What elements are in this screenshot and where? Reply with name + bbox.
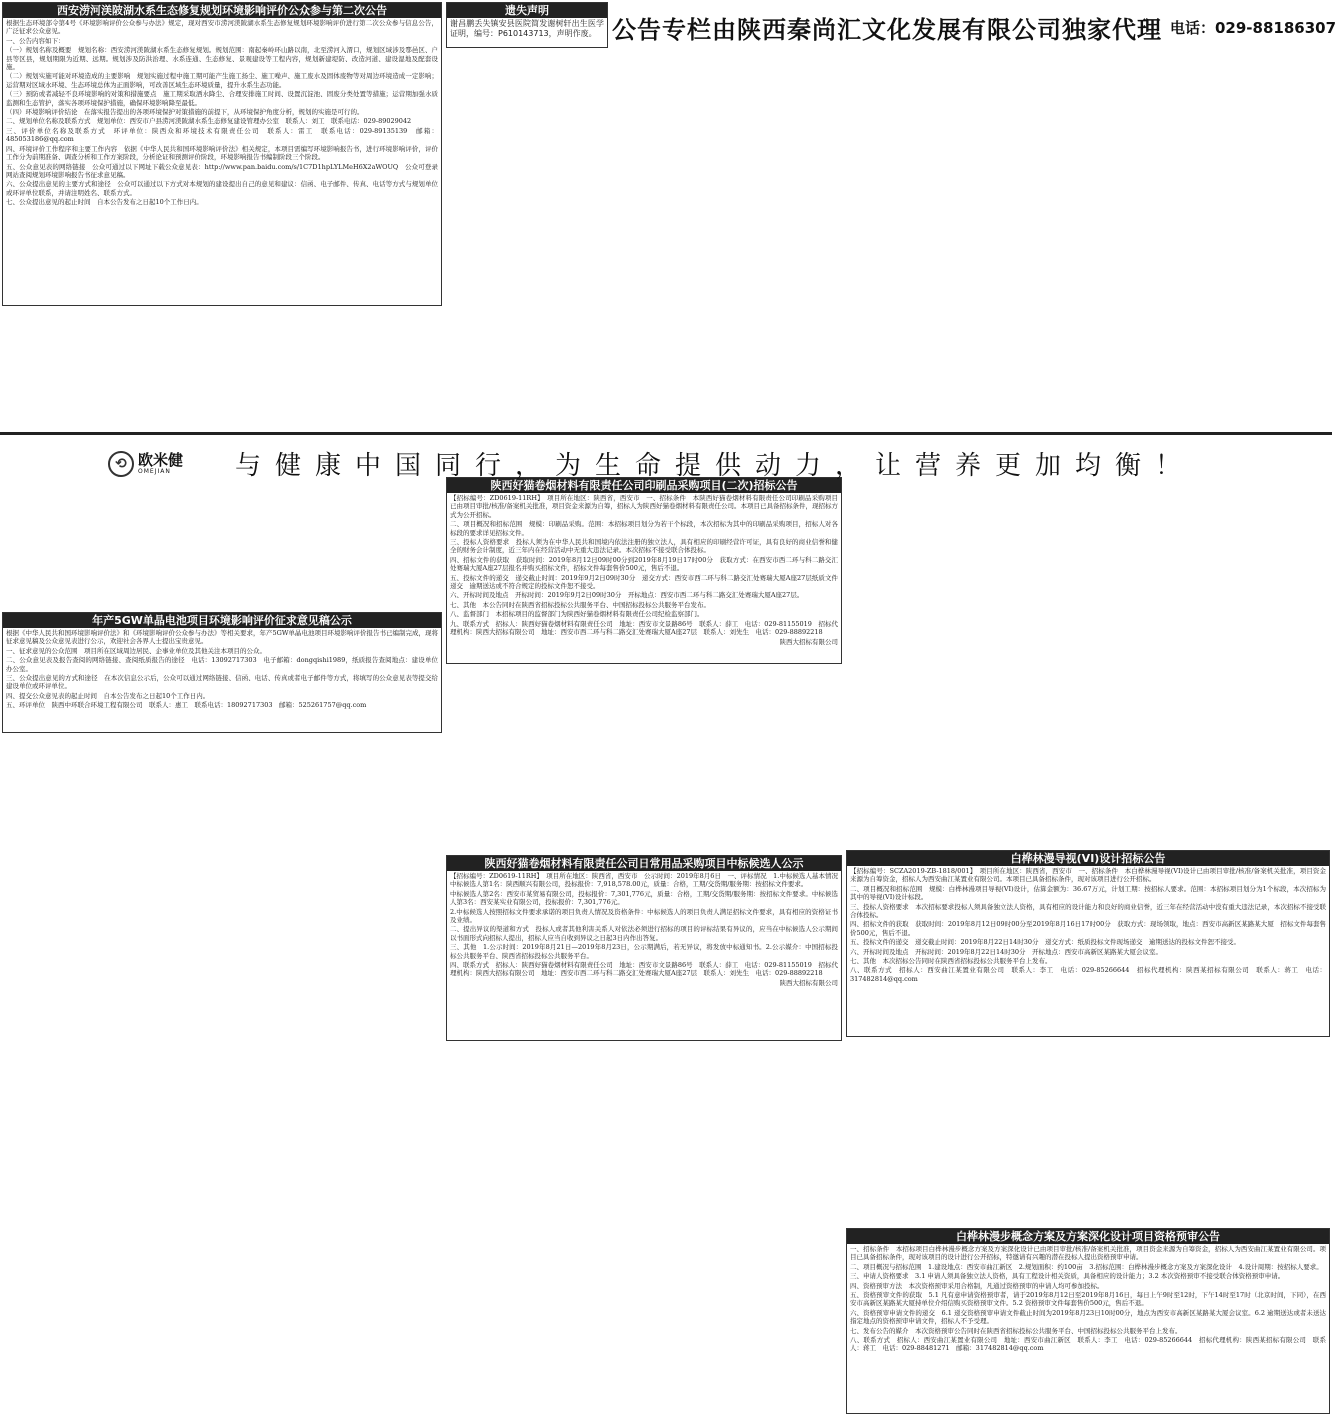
notice-paragraph: 三、评价单位名称及联系方式 环评单位：陕西众和环境技术有限责任公司 联系人：雷工 联系电话：029-89135139 邮箱：485053186@qq.com	[6, 126, 438, 144]
notice-title: 年产5GW单晶电池项目环境影响评价征求意见稿公示	[3, 613, 441, 628]
brand-name-en: OMEJIAN	[138, 467, 171, 475]
notice-paragraph: 六、公众提出意见的主要方式和途径 公众可以通过以下方式对本规划的建设提出自己的意见和建议：信函、电子邮件、传真、电话等方式与规划单位或环评单位联系，并请注明姓名、联系方式。	[6, 180, 438, 197]
notice-body	[447, 493, 841, 663]
notice-paragraph: 六、资格预审申请文件的递交 6.1 递交资格预审申请文件截止时间为2019年8月23日10时00分，地点为西安市高新区某路某大厦会议室。6.2 逾期送达或者未送达指定地点的资格预审申请文件，招标人不予受理。	[850, 1308, 1326, 1326]
column-header-banner	[612, 6, 1336, 48]
notice-paragraph: 五、资格预审文件的获取 5.1 凡有意申请资格预审者，请于2019年8月12日至2019年8月16日，每日上午9时至12时，下午14时至17时（北京时间，下同），在西安市高新区某路某大厦持单位介绍信购买资格预审文件。5.2 资格预审文件每套售价500元，售后不退。	[850, 1291, 1326, 1308]
notice-paragraph: 三、投标人资格要求 本次招标要求投标人须具备独立法人资格，具有相应的设计能力和良好的商业信誉，近三年在经营活动中没有重大违法记录，本次招标不接受联合体投标。	[850, 902, 1326, 920]
lost-notice-text: 谢昌鹏丢失镇安县医院简发谢树轩出生医学证明，编号：P610143713，声明作废。	[450, 19, 604, 38]
right-top-notice	[846, 850, 1330, 1037]
column-header-title: 公告专栏由陕西秦尚汇文化发展有限公司独家代理	[612, 15, 1162, 44]
notice-title: 陕西好猫卷烟材料有限责任公司印刷品采购项目(二次)招标公告	[447, 478, 841, 493]
notice-paragraph: 一、征求意见的公众范围 项目所在区域周边居民、企事业单位及其他关注本项目的公众。	[6, 646, 266, 655]
notice-paragraph: 三、公众提出意见的方式和途径 在本次信息公示后，公众可以通过网络链接、信函、电话、传真或者电子邮件等方式，将填写的公众意见表等提交给建设单位或环评单位。	[6, 674, 438, 691]
notice-paragraph: 五、环评单位 陕西中环联合环境工程有限公司 联系人：惠工 联系电话：18092717303 邮箱：525261757@qq.com	[6, 701, 367, 710]
notice-body	[847, 866, 1329, 1036]
notice-paragraph: 【招标编号：ZD0619-11RH】 项目所在地区：陕西省，西安市 一、招标条件 本陕西好猫卷烟材料有限责任公司印刷品采购项目已由项目审批/核准/备案机关批准，项目资金来源为自筹，招标人为陕西好猫卷烟材料有限责任公司。本项目已具备招标条件，现招标方式为公开招标。	[450, 494, 838, 519]
notice-signature: 陕西大招标有限公司	[779, 978, 838, 987]
notice-paragraph: 二、提出异议的渠道和方式 投标人或者其他利害关系人对依法必须进行招标的项目的评标结果有异议的，应当在中标候选人公示期间以书面形式向招标人提出，招标人应当自收到异议之日起3日内作出答复。	[450, 925, 838, 942]
notice-signature: 陕西大招标有限公司	[779, 637, 838, 646]
notice-paragraph: 四、环境评价工作程序和主要工作内容 依据《中华人民共和国环境影响评价法》相关规定，本项目需编写环境影响报告书，进行环境影响评价，评价工作分为前期准备、调查分析和工作方案阶段，分析论证和预测评价阶段，环境影响报告书编制阶段三个阶段。	[6, 144, 438, 162]
notice-paragraph: 八、联系方式 招标人：西安曲江某置业有限公司 地址：西安市曲江新区 联系人：李工 电话：029-85266644 招标代理机构：陕西某招标有限公司 联系人：蒋工 电话：029-88481271 邮箱：317482814@qq.com	[850, 1336, 1326, 1353]
column-header-phone: 电话：029-88186307	[1170, 18, 1336, 37]
notice-paragraph: 九、联系方式 招标人：陕西好猫卷烟材料有限责任公司 地址：西安市文景路86号 联系人：薛工 电话：029-81155019 招标代理机构：陕西大招标有限公司 地址：西安市西二环与科二路交汇处赛瑞大厦A座27层 联系人：刘先生 电话：029-88892218	[450, 619, 838, 637]
notice-title: 西安涝河渼陂湖水系生态修复规划环境影响评价公众参与第二次公告	[3, 3, 441, 18]
notice-paragraph: 2.中标候选人按照招标文件要求承诺的项目负责人情况及资格条件：中标候选人的项目负责人满足招标文件要求，具有相应的资格证书及业绩。	[450, 907, 838, 925]
footer-slogan: 与健康中国同行，为生命提供动力，让营养更加均衡！	[235, 451, 1196, 481]
notice-paragraph: 六、开标时间及地点 开标时间：2019年9月2日09时30分 开标地点：西安市西二环与科二路交汇处赛瑞大厦A座27层。	[450, 591, 804, 600]
left-bottom-notice	[2, 612, 442, 733]
notice-paragraph: 六、开标时间及地点 开标时间：2019年8月22日14时30分 开标地点：西安市高新区某路某大厦会议室。	[850, 947, 1162, 956]
notice-paragraph: （三）预防或者减轻不良环境影响的对策和措施要点 施工期采取洒水降尘、合理安排施工时间、设置沉淀池、固废分类处置等措施；运营期加强水质监测和生态管护，落实各项环境保护措施，确保环境影响降至最低。	[6, 90, 438, 107]
notice-paragraph: 【招标编号：SCZA2019-ZB-1818/001】 项目所在地区：陕西省，西安市 一、招标条件 本白桦林漫导视(VI)设计已由项目审批/核准/备案机关批准，项目资金来源为自筹资金，招标人为西安曲江某置业有限公司。本项目已具备招标条件，现对该项目进行公开招标。	[850, 867, 1326, 884]
notice-paragraph: 七、公众提出意见的起止时间 自本公告发布之日起10个工作日内。	[6, 198, 203, 207]
notice-paragraph: 四、招标文件的获取 获取时间：2019年8月12日09时00分至2019年8月16日17时00分 获取方式：现场领取，地点：西安市高新区某路某大厦 招标文件每套售价500元，售后不退。	[850, 920, 1326, 937]
footer-ad	[0, 432, 1332, 492]
notice-paragraph: 根据生态环境部令第4号《环境影响评价公众参与办法》规定，现对西安市涝河渼陂湖水系生态修复规划环境影响评价进行第二次公众参与信息公告，广泛征求公众意见。	[6, 19, 438, 36]
notice-paragraph: （二）规划实施可能对环境造成的主要影响 规划实施过程中施工期可能产生施工扬尘、施工噪声、施工废水及固体废物等对周边环境造成一定影响；运营期对区域水环境、生态环境总体为正面影响，可改善区域生态环境质量，提升水系生态功能。	[6, 72, 438, 89]
notice-body	[3, 628, 441, 732]
notice-paragraph: 四、资格预审方法 本次资格预审采用合格制，凡通过资格预审的申请人均可参加投标。	[850, 1281, 1104, 1290]
notice-paragraph: 四、招标文件的获取 获取时间：2019年8月12日09时00分到2019年8月19日17时00分 获取方式：在西安市西二环与科二路交汇处赛瑞大厦A座27层报名并购买招标文件，招标文件每套售价500元，售后不退。	[450, 555, 838, 573]
notice-paragraph: 中标候选人第2名：西安市某贸易有限公司，投标报价：7,301,776元，质量：合格，工期/交货期/服务期：按招标文件要求。中标候选人第3名：西安某实业有限公司，投标报价：7,301,776元。	[450, 889, 838, 907]
mid-bottom-notice	[446, 855, 845, 1041]
mid-top-notice	[446, 477, 842, 664]
notice-paragraph: 二、公众意见表及报告查阅的网络链接、查阅纸质报告的途径 电话：13092717303 电子邮箱：dongqishi1989，纸质报告查阅地点：建设单位办公室。	[6, 656, 438, 673]
notice-paragraph: 七、其他 本公告同时在陕西省招标投标公共服务平台、中国招标投标公共服务平台发布。	[450, 600, 710, 609]
notice-paragraph: 二、项目概况和招标范围 规模：白桦林漫项目导视(VI)设计，估算金额为：36.67万元，计划工期：按招标人要求。范围：本招标项目划分为1个标段，本次招标为其中的导视(VI)设计标段。	[850, 884, 1326, 902]
notice-title: 白桦林漫导视(VI)设计招标公告	[847, 851, 1329, 866]
notice-paragraph: 五、投标文件的递交 递交截止时间：2019年9月2日09时30分 递交方式：西安市西二环与科二路交汇处赛瑞大厦A座27层纸质文件递交 逾期送达或不符合规定的投标文件恕不接受。	[450, 573, 838, 591]
lost-notice-title: 遗失声明	[447, 3, 607, 18]
notice-paragraph: 三、投标人资格要求 投标人须为在中华人民共和国境内依法注册的独立法人，具有相应的印刷经营许可证，具有良好的商业信誉和健全的财务会计制度，近三年内在经营活动中无重大违法记录。本次招标不接受联合体投标。	[450, 538, 838, 555]
notice-paragraph: 二、项目概况与招标范围 1.建设地点：西安市曲江新区 2.规划面积：约100亩 3.招标范围：白桦林漫步概念方案及方案深化设计 4.设计周期：按招标人要求。	[850, 1262, 1323, 1271]
notice-paragraph: 七、其他 本次招标公告同时在陕西省招标投标公共服务平台上发布。	[850, 957, 1052, 966]
notice-paragraph: 七、发布公告的媒介 本次资格预审公告同时在陕西省招标投标公共服务平台、中国招标投标公共服务平台上发布。	[850, 1326, 1182, 1335]
notice-title: 白桦林漫步概念方案及方案深化设计项目资格预审公告	[847, 1229, 1329, 1244]
notice-paragraph: 二、项目概况和招标范围 规模：印刷品采购。范围：本招标项目划分为若干个标段，本次招标为其中的印刷品采购项目，招标人对各标段的要求详见招标文件。	[450, 520, 838, 537]
notice-title: 陕西好猫卷烟材料有限责任公司日常用品采购项目中标候选人公示	[447, 856, 841, 871]
notice-paragraph: 四、联系方式 招标人：陕西好猫卷烟材料有限责任公司 地址：西安市文景路86号 联系人：薛工 电话：029-81155019 招标代理机构：陕西大招标有限公司 地址：西安市西二环与科二路交汇处赛瑞大厦A座27层 联系人：刘先生 电话：029-88892218	[450, 961, 838, 978]
notice-body	[847, 1244, 1329, 1413]
right-bottom-notice	[846, 1228, 1330, 1414]
notice-body	[447, 871, 845, 1040]
notice-paragraph: 二、规划单位名称及联系方式 规划单位：西安市户县涝河渼陂湖水系生态修复建设管理办公室 联系人：刘工 联系电话：029-89029042	[6, 117, 412, 126]
notice-paragraph: 【招标编号：ZD0619-11RH】 项目所在地区：陕西省，西安市 公示时间：2019年8月6日 一、评标情况 1.中标候选人基本情况 中标候选人第1名：陕西顺兴有限公司，投标报价：7,918,578.00元，质量：合格，工期/交货期/服务期：按招标文件要求。	[450, 872, 845, 889]
notice-paragraph: 四、提交公众意见表的起止时间 自本公告发布之日起10个工作日内。	[6, 691, 210, 700]
notice-paragraph: 五、公众意见表的网络链接 公众可通过以下网址下载公众意见表：http://www.pan.baidu.com/s/1C7D1hpLYLMeH6X2aWOUQ 公众可登录网站查阅规划环境影响报告书征求意见稿。	[6, 162, 438, 179]
notice-paragraph: 八、监督部门 本招标项目的监督部门为陕西好猫卷烟材料有限责任公司纪检监察部门。	[450, 610, 704, 619]
notice-paragraph: 根据《中华人民共和国环境影响评价法》和《环境影响评价公众参与办法》等相关要求，年产5GW单晶电池项目环境影响评价报告书已编制完成，现将征求意见稿及公众意见表进行公示，欢迎社会各界人士提出宝贵意见。	[6, 629, 439, 646]
notice-paragraph: （一）规划名称及概要 规划名称：西安涝河渼陂湖水系生态修复规划。规划范围：南起秦岭环山路以南，北至涝河入渭口，规划区域涉及鄠邑区、户县等区县，规划期限为近期、远期。规划涉及防洪治理、水系连通、生态修复、景观建设等工程内容，规划新建堤防、改造河道、建设湿地及配套设施。	[6, 46, 438, 72]
brand-logo	[108, 451, 183, 477]
brand-logo-text	[138, 452, 183, 476]
brand-logo-icon: ⟲	[108, 451, 134, 477]
brand-name-cn: 欧米健	[138, 450, 184, 469]
notice-paragraph: 一、招标条件 本招标项目白桦林漫步概念方案及方案深化设计已由项目审批/核准/备案机关批准，项目资金来源为自筹资金，招标人为西安曲江某置业有限公司。项目已具备招标条件，现对该项目的设计进行公开招标，特邀请有兴趣的潜在投标人提出资格预审申请。	[850, 1245, 1326, 1262]
notice-paragraph: 三、申请人资格要求 3.1 申请人须具备独立法人资格，具有工程设计相关资质，具备相应的设计能力；3.2 本次资格预审不接受联合体资格预审申请。	[850, 1272, 1285, 1281]
notice-paragraph: 一、公告内容如下：	[6, 36, 65, 45]
left-top-notice	[2, 2, 442, 306]
notice-paragraph: 五、投标文件的递交 递交截止时间：2019年8月22日14时30分 递交方式：纸质投标文件现场递交 逾期送达的投标文件恕不接受。	[850, 938, 1240, 947]
notice-paragraph: 三、其他 1.公示时间：2019年8月21日—2019年8月23日，公示期满后，若无异议，将发放中标通知书。2.公示媒介：中国招标投标公共服务平台、陕西省招标投标公共服务平台。	[450, 943, 838, 960]
lost-notice	[446, 2, 608, 48]
notice-body	[3, 18, 441, 304]
notice-paragraph: （四）环境影响评价结论 在落实报告提出的各项环境保护对策措施的前提下，从环境保护角度分析，规划的实施是可行的。	[6, 108, 364, 117]
notice-paragraph: 八、联系方式 招标人：西安曲江某置业有限公司 联系人：李工 电话：029-85266644 招标代理机构：陕西某招标有限公司 联系人：蒋工 电话：317482814@qq.com	[850, 966, 1326, 983]
